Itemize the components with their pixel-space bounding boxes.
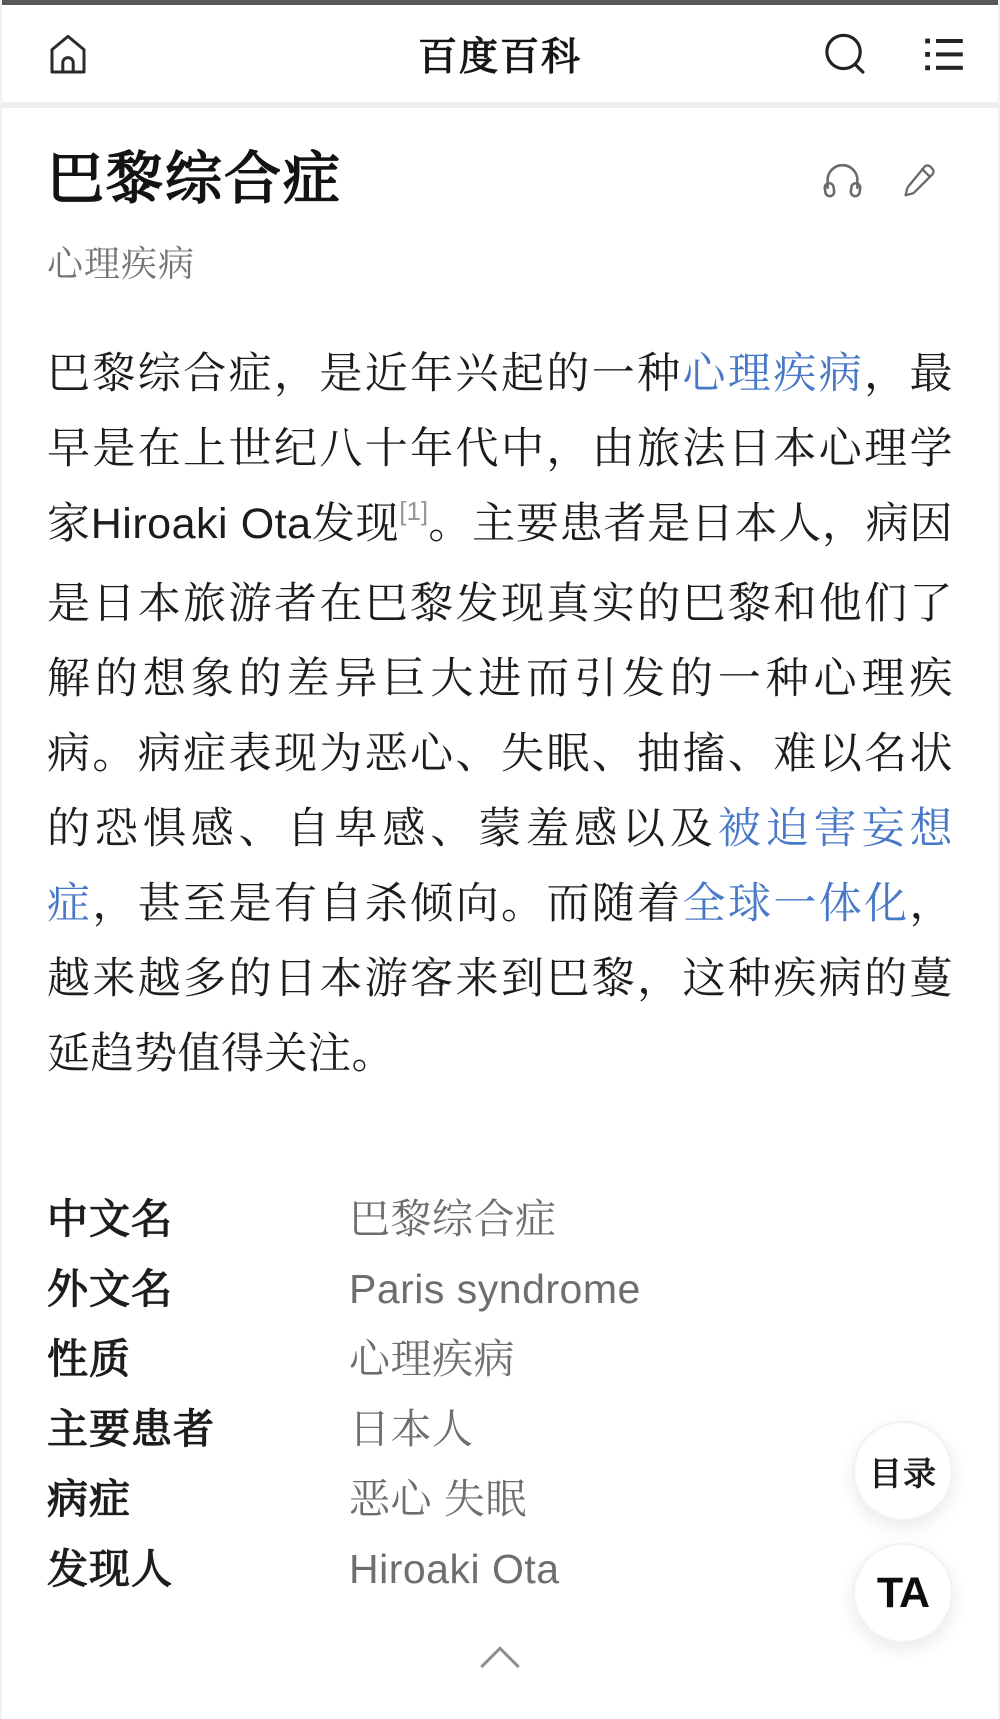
infobox-label: 中文名 bbox=[47, 1196, 173, 1242]
infobox-label: 发现人 bbox=[47, 1546, 173, 1592]
edit-pencil-icon bbox=[898, 158, 941, 201]
summary-text: ，最早是在上世纪八十年代中，由旅法日本心理学家Hiroaki Ota发现 bbox=[47, 350, 954, 548]
search-button[interactable] bbox=[820, 29, 870, 79]
title-actions bbox=[819, 156, 953, 203]
header-title: 百度百科 bbox=[417, 35, 582, 79]
summary-text: ，甚至是有自杀倾向。而随着 bbox=[92, 880, 683, 928]
header-actions bbox=[820, 29, 968, 79]
summary-text: ，越来越多的日本游客来到巴黎，这种疾病的蔓延趋势值得关注。 bbox=[47, 880, 954, 1078]
infobox-value: 巴黎综合症 bbox=[349, 1196, 557, 1242]
home-button[interactable] bbox=[44, 30, 92, 78]
infobox-label: 病症 bbox=[47, 1476, 131, 1522]
infobox-row bbox=[47, 1464, 953, 1534]
title-row bbox=[47, 146, 953, 212]
infobox-label: 主要患者 bbox=[47, 1406, 215, 1452]
inline-link-2[interactable]: 被迫害妄想症 bbox=[47, 805, 954, 928]
collapse-summary-button[interactable] bbox=[2, 1652, 998, 1680]
edit-button[interactable] bbox=[898, 158, 941, 201]
home-icon bbox=[44, 30, 92, 78]
infobox-row bbox=[47, 1324, 953, 1394]
infobox-value: 日本人 bbox=[349, 1406, 474, 1452]
infobox-label: 性质 bbox=[47, 1336, 131, 1382]
page-title: 巴黎综合症 bbox=[47, 147, 342, 211]
inline-link-3[interactable]: 全球一体化 bbox=[682, 880, 910, 928]
list-icon bbox=[920, 30, 968, 78]
infobox-value: 心理疾病 bbox=[349, 1336, 515, 1382]
search-icon bbox=[820, 29, 870, 79]
article-summary bbox=[47, 337, 953, 1092]
inline-link-1[interactable]: 心理疾病 bbox=[682, 350, 865, 398]
chevron-up-icon bbox=[480, 1646, 520, 1686]
infobox-row bbox=[47, 1534, 953, 1604]
infobox-label: 外文名 bbox=[47, 1266, 173, 1312]
infobox-value: 恶心 失眠 bbox=[349, 1476, 527, 1522]
infobox-row bbox=[47, 1254, 953, 1324]
infobox bbox=[47, 1184, 953, 1604]
summary-text: 。主要患者是日本人，病因是日本旅游者在巴黎发现真实的巴黎和他们了解的想象的差异巨大进而引发的一种心理疾病。病症表现为恶心、失眠、抽搐、难以名状的恐惧感、自卑感、蒙羞感以及 bbox=[47, 500, 953, 853]
infobox-row bbox=[47, 1394, 953, 1464]
article-body bbox=[2, 146, 998, 1604]
ta-floating-button[interactable]: TA bbox=[853, 1543, 953, 1643]
headphones-icon bbox=[819, 156, 866, 203]
reference-sup-1[interactable]: [1] bbox=[399, 496, 429, 526]
catalog-list-button[interactable] bbox=[920, 30, 968, 78]
article-category: 心理疾病 bbox=[47, 243, 196, 284]
app-header bbox=[2, 5, 998, 108]
infobox-value: Paris syndrome bbox=[349, 1266, 641, 1312]
listen-button[interactable] bbox=[819, 156, 866, 203]
infobox-value: Hiroaki Ota bbox=[349, 1546, 560, 1592]
summary-text: 巴黎综合症，是近年兴起的一种 bbox=[47, 350, 683, 398]
infobox-row bbox=[47, 1184, 953, 1254]
toc-floating-button[interactable]: 目录 bbox=[853, 1421, 953, 1521]
